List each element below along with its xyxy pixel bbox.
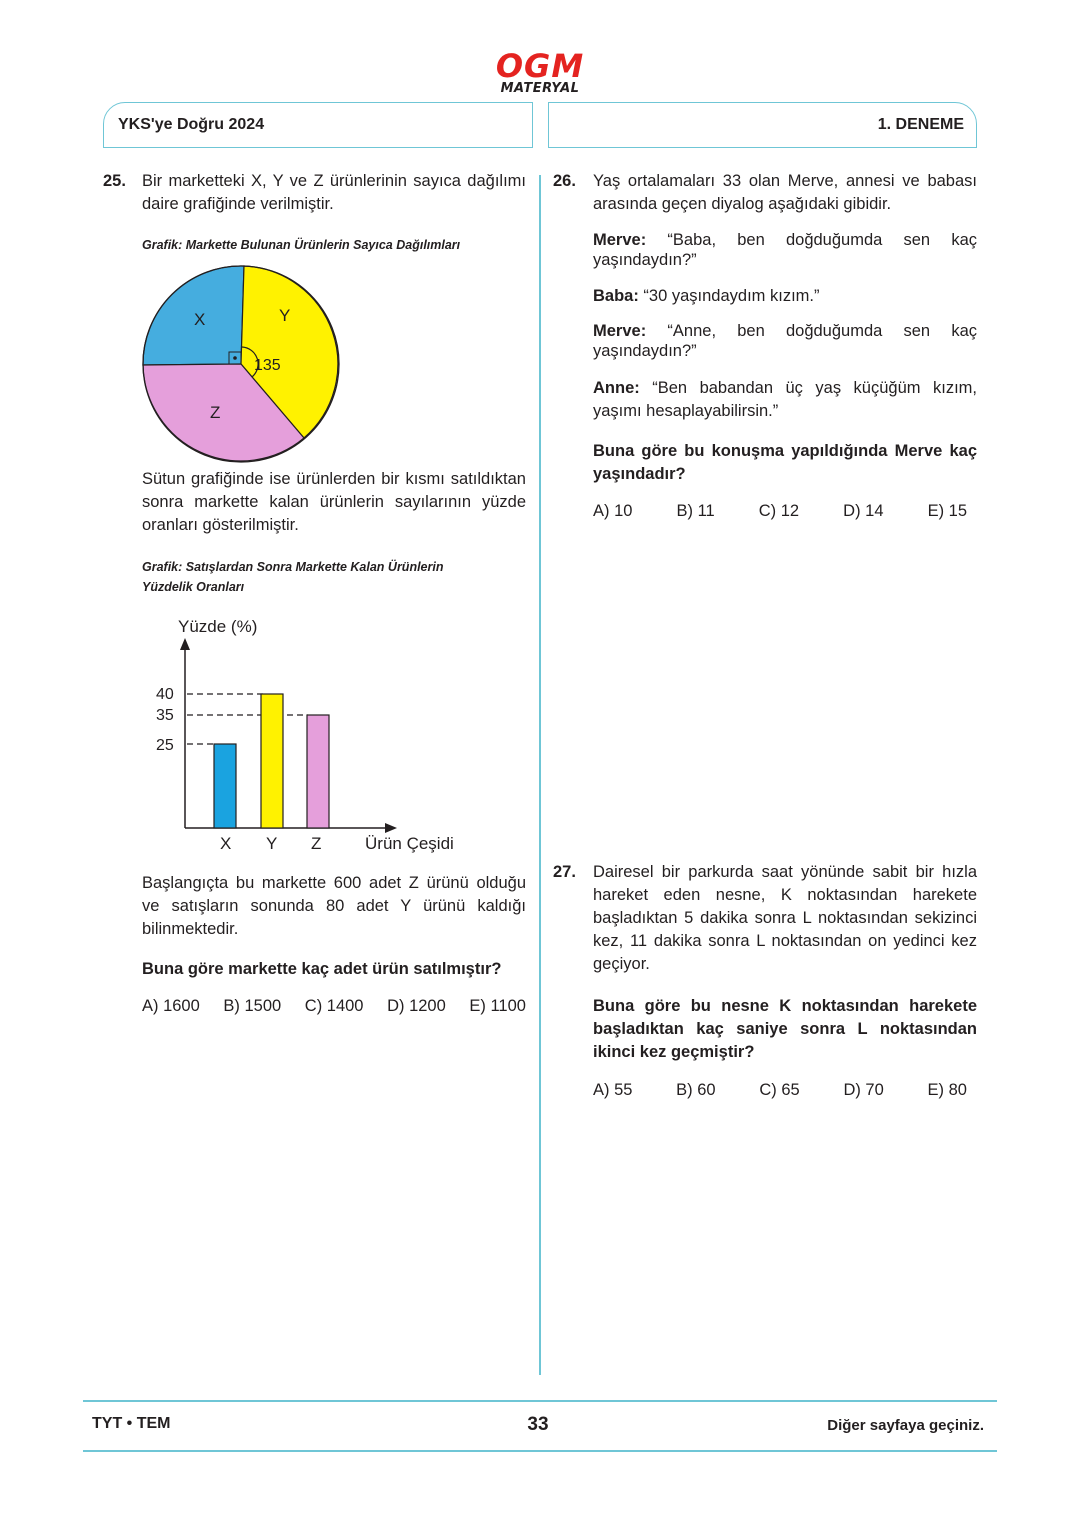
dialog-line: Merve: “Baba, ben doğduğumda sen kaç yaşındaydın?” [593, 231, 977, 269]
answer-choices [593, 500, 967, 523]
header-right-box [548, 102, 977, 148]
bar-chart-description: Sütun grafiğinde ise ürünlerden bir kısmı satıldıktan sonra markette kalan ürünlerin sayılarının yüzde oranları gösterilmiştir. [142, 470, 526, 534]
choice-e[interactable]: E) 1100 [469, 997, 526, 1015]
logo-subtext: MATERYAL [500, 81, 580, 96]
column-divider [539, 175, 541, 1375]
answer-choices [142, 995, 526, 1018]
bar-chart-caption: Grafik: Satışlardan Sonra Markette Kalan Ürünlerin Yüzdelik Oranları [142, 560, 444, 594]
speaker: Baba: [593, 287, 639, 305]
choice-c[interactable]: C) 12 [758, 502, 800, 520]
pie-label-y: Y [279, 306, 291, 325]
choice-a[interactable]: A) 10 [593, 502, 633, 520]
exam-number-title: 1. DENEME [877, 116, 964, 133]
x-label-z: Z [311, 834, 322, 853]
x-axis-arrow-icon [385, 823, 397, 833]
header-left-box [103, 102, 533, 148]
choice-c[interactable]: C) 65 [759, 1081, 800, 1099]
question-intro: Bir marketteki X, Y ve Z ürünlerinin sayıca dağılımı daire grafiğinde verilmiştir. [142, 172, 526, 213]
page-number: 33 [527, 1414, 549, 1435]
question-number: 26. [553, 172, 576, 190]
footer-bottom-line [83, 1450, 997, 1452]
footer-top-line [83, 1400, 997, 1402]
dialog-line: Anne: “Ben babandan üç yaş küçüğüm kızım, yaşımı hesaplayabilirsin.” [593, 379, 977, 420]
question-number: 27. [553, 863, 576, 881]
choice-d[interactable]: D) 1200 [387, 997, 446, 1015]
pie-label-x: X [194, 310, 206, 329]
logo-text: OGM [495, 47, 585, 85]
question-prompt: Buna göre bu konuşma yapıldığında Merve kaç yaşındadır? [593, 442, 977, 483]
speaker: Merve: [593, 322, 647, 340]
choice-e[interactable]: E) 15 [927, 502, 967, 520]
pie-chart [138, 260, 348, 470]
choice-b[interactable]: B) 60 [676, 1081, 716, 1099]
choice-a[interactable]: A) 1600 [142, 997, 200, 1015]
pie-chart-caption: Grafik: Markette Bulunan Ürünlerin Sayıca Dağılımları [142, 238, 461, 252]
choice-d[interactable]: D) 14 [843, 502, 884, 520]
x-label-x: X [220, 834, 232, 853]
dialog-line: Merve: “Anne, ben doğduğumda sen kaç yaşındaydın?” [593, 322, 977, 360]
y-tick-25: 25 [156, 737, 174, 755]
speaker: Anne: [593, 379, 640, 397]
x-label-y: Y [266, 834, 278, 853]
footer-section: TYT • TEM [92, 1415, 171, 1432]
pie-label-z: Z [210, 403, 221, 422]
y-tick-35: 35 [156, 707, 174, 725]
question-number: 25. [103, 172, 126, 190]
y-axis-arrow-icon [180, 638, 190, 650]
question-intro: Dairesel bir parkurda saat yönünde sabit bir hızla hareket eden nesne, K noktasından harekete başladıktan 5 dakika sonra L noktasından sekizinci kez, 11 dakika sonra L noktasından on yedinci kez geçiyor. [593, 863, 977, 973]
choice-d[interactable]: D) 70 [843, 1081, 884, 1099]
x-axis-label: Ürün Çeşidi [365, 834, 454, 853]
dialog-line: Baba: “30 yaşındaydım kızım.” [593, 287, 820, 305]
exam-series-title: YKS'ye Doğru 2024 [118, 116, 265, 133]
bar-y [261, 694, 283, 828]
next-page-note: Diğer sayfaya geçiniz. [827, 1417, 984, 1434]
bar-chart [145, 610, 475, 860]
y-axis-label: Yüzde (%) [178, 617, 258, 636]
y-tick-40: 40 [156, 686, 174, 704]
ogm-logo [0, 47, 1080, 96]
question-prompt: Buna göre markette kaç adet ürün satılmıştır? [142, 960, 502, 978]
question-prompt: Buna göre bu nesne K noktasından harekete başladıktan kaç saniye sonra L noktasından ikinci kez geçmiştir? [593, 997, 977, 1061]
choice-c[interactable]: C) 1400 [304, 997, 364, 1015]
bar-z [307, 715, 329, 828]
bar-x [214, 744, 236, 828]
choice-b[interactable]: B) 1500 [223, 997, 282, 1015]
choice-e[interactable]: E) 80 [927, 1081, 967, 1099]
choice-a[interactable]: A) 55 [593, 1081, 633, 1099]
angle-label: 135 [254, 357, 281, 374]
choice-b[interactable]: B) 11 [676, 502, 715, 520]
answer-choices [593, 1079, 967, 1102]
question-intro: Yaş ortalamaları 33 olan Merve, annesi ve babası arasında geçen diyalog aşağıdaki gibidir. [593, 172, 977, 213]
speaker: Merve: [593, 231, 647, 249]
question-info: Başlangıçta bu markette 600 adet Z ürünü olduğu ve satışların sonunda 80 adet Y ürünü kaldığı bilinmektedir. [142, 874, 526, 938]
